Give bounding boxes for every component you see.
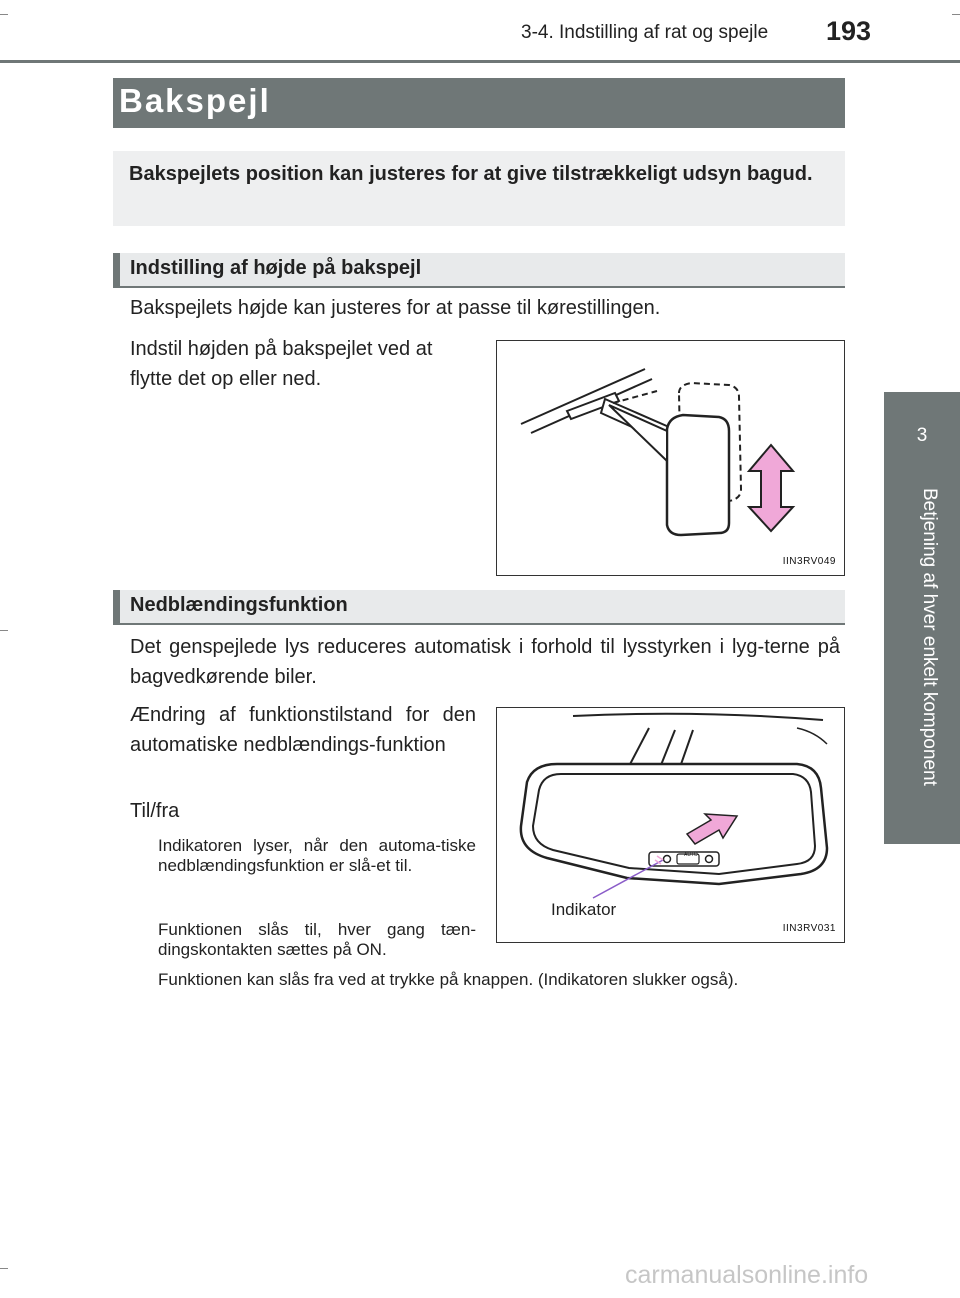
indicator-label: Indikator: [551, 900, 617, 919]
section-heading-antiglare: [113, 590, 845, 625]
height-paragraph-1: Bakspejlets højde kan justeres for at passe til kørestillingen.: [130, 297, 661, 319]
section-heading-text: Indstilling af højde på bakspejl: [130, 257, 422, 279]
section-heading-text: Nedblændingsfunktion: [130, 594, 348, 616]
crop-mark: [0, 630, 8, 631]
page-number: 193: [826, 16, 872, 46]
antiglare-paragraph-1: Det genspejlede lys reduceres automatisk i forhold til lysstyrken i lyg-terne på bagvedkørende biler.: [130, 636, 840, 688]
height-paragraph-2: Indstil højden på bakspejlet ved at flytte det op eller ned.: [130, 338, 433, 390]
page-title-bar: [113, 78, 845, 128]
mirror-height-figure: [496, 340, 845, 576]
mirror-height-illustration: [497, 341, 844, 575]
antiglare-paragraph-2: Ændring af funktionstilstand for den automatiske nedblændings-funktion: [130, 704, 476, 756]
crop-mark: [0, 1268, 8, 1269]
toggle-label: Til/fra: [130, 800, 180, 822]
figure-code: IIN3RV049: [782, 556, 836, 567]
auto-button-label: AUTO: [684, 852, 698, 858]
auto-mirror-illustration: [497, 708, 844, 942]
intro-text: Bakspejlets position kan justeres for at give tilstrækkeligt udsyn bagud.: [129, 163, 813, 185]
watermark: carmanualsonline.info: [625, 1261, 869, 1289]
section-heading-height: [113, 253, 845, 288]
chapter-label: Betjening af hver enkelt komponent: [919, 488, 940, 786]
page-title: Bakspejl: [119, 82, 271, 119]
auto-mirror-figure: [496, 707, 845, 943]
note-button-off: Funktionen kan slås fra ved at trykke på knappen. (Indikatoren slukker også).: [158, 970, 739, 989]
running-header: 3-4. Indstilling af rat og spejle: [521, 22, 769, 43]
crop-mark: [0, 14, 8, 15]
crop-mark: [952, 14, 960, 15]
note-ignition: Funktionen slås til, hver gang tæn-dingskontakten sættes på ON.: [158, 920, 476, 959]
figure-code: IIN3RV031: [782, 923, 836, 934]
chapter-number: 3: [916, 425, 928, 446]
intro-box: [113, 151, 845, 226]
note-indicator: Indikatoren lyser, når den automa-tiske nedblændingsfunktion er slå-et til.: [158, 836, 476, 875]
header-rule: [0, 60, 960, 63]
